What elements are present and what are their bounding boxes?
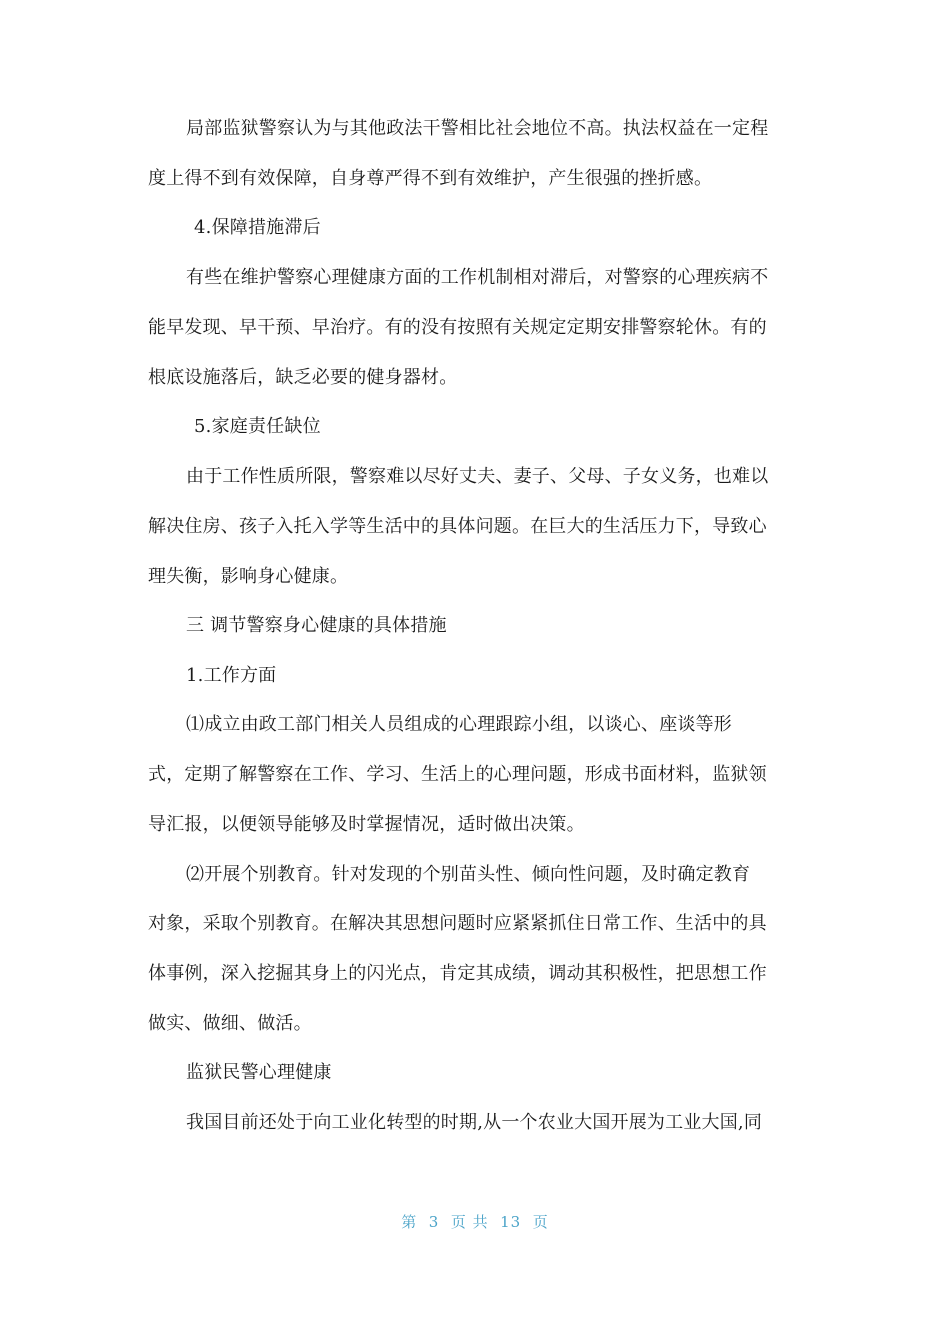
paragraph-line: 度上得不到有效保障，自身尊严得不到有效维护，产生很强的挫折感。 xyxy=(148,168,713,189)
section-heading: 1.工作方面 xyxy=(186,665,277,686)
paragraph-line: 对象，采取个别教育。在解决其思想问题时应紧紧抓住日常工作、生活中的具 xyxy=(148,913,767,934)
paragraph-line: 局部监狱警察认为与其他政法干警相比社会地位不高。执法权益在一定程 xyxy=(186,118,769,139)
section-heading: 4.保障措施滞后 xyxy=(194,217,321,238)
paragraph-line: 式，定期了解警察在工作、学习、生活上的心理问题，形成书面材料，监狱领 xyxy=(148,764,767,785)
paragraph-line: 解决住房、孩子入托入学等生活中的具体问题。在巨大的生活压力下，导致心 xyxy=(148,516,767,537)
paragraph-line: 理失衡，影响身心健康。 xyxy=(148,566,349,587)
paragraph-line: ⑴成立由政工部门相关人员组成的心理跟踪小组，以谈心、座谈等形 xyxy=(186,714,732,735)
paragraph-line: 我国目前还处于向工业化转型的时期,从一个农业大国开展为工业大国,同 xyxy=(186,1112,763,1133)
paragraph-line: 能早发现、早干预、早治疗。有的没有按照有关规定定期安排警察轮休。有的 xyxy=(148,317,767,338)
paragraph-line: 由于工作性质所限，警察难以尽好丈夫、妻子、父母、子女义务，也难以 xyxy=(186,466,769,487)
section-heading: 监狱民警心理健康 xyxy=(186,1062,332,1083)
section-heading: 三 调节警察身心健康的具体措施 xyxy=(186,615,447,636)
paragraph-line: ⑵开展个别教育。针对发现的个别苗头性、倾向性问题，及时确定教育 xyxy=(186,864,751,885)
paragraph-line: 导汇报，以便领导能够及时掌握情况，适时做出决策。 xyxy=(148,814,585,835)
paragraph-line: 有些在维护警察心理健康方面的工作机制相对滞后，对警察的心理疾病不 xyxy=(186,267,769,288)
section-heading: 5.家庭责任缺位 xyxy=(194,416,321,437)
page-number-footer: 第 3 页 共 13 页 xyxy=(401,1213,549,1231)
paragraph-line: 根底设施落后，缺乏必要的健身器材。 xyxy=(148,367,458,388)
paragraph-line: 做实、做细、做活。 xyxy=(148,1013,312,1034)
paragraph-line: 体事例，深入挖掘其身上的闪光点，肯定其成绩，调动其积极性，把思想工作 xyxy=(148,963,767,984)
